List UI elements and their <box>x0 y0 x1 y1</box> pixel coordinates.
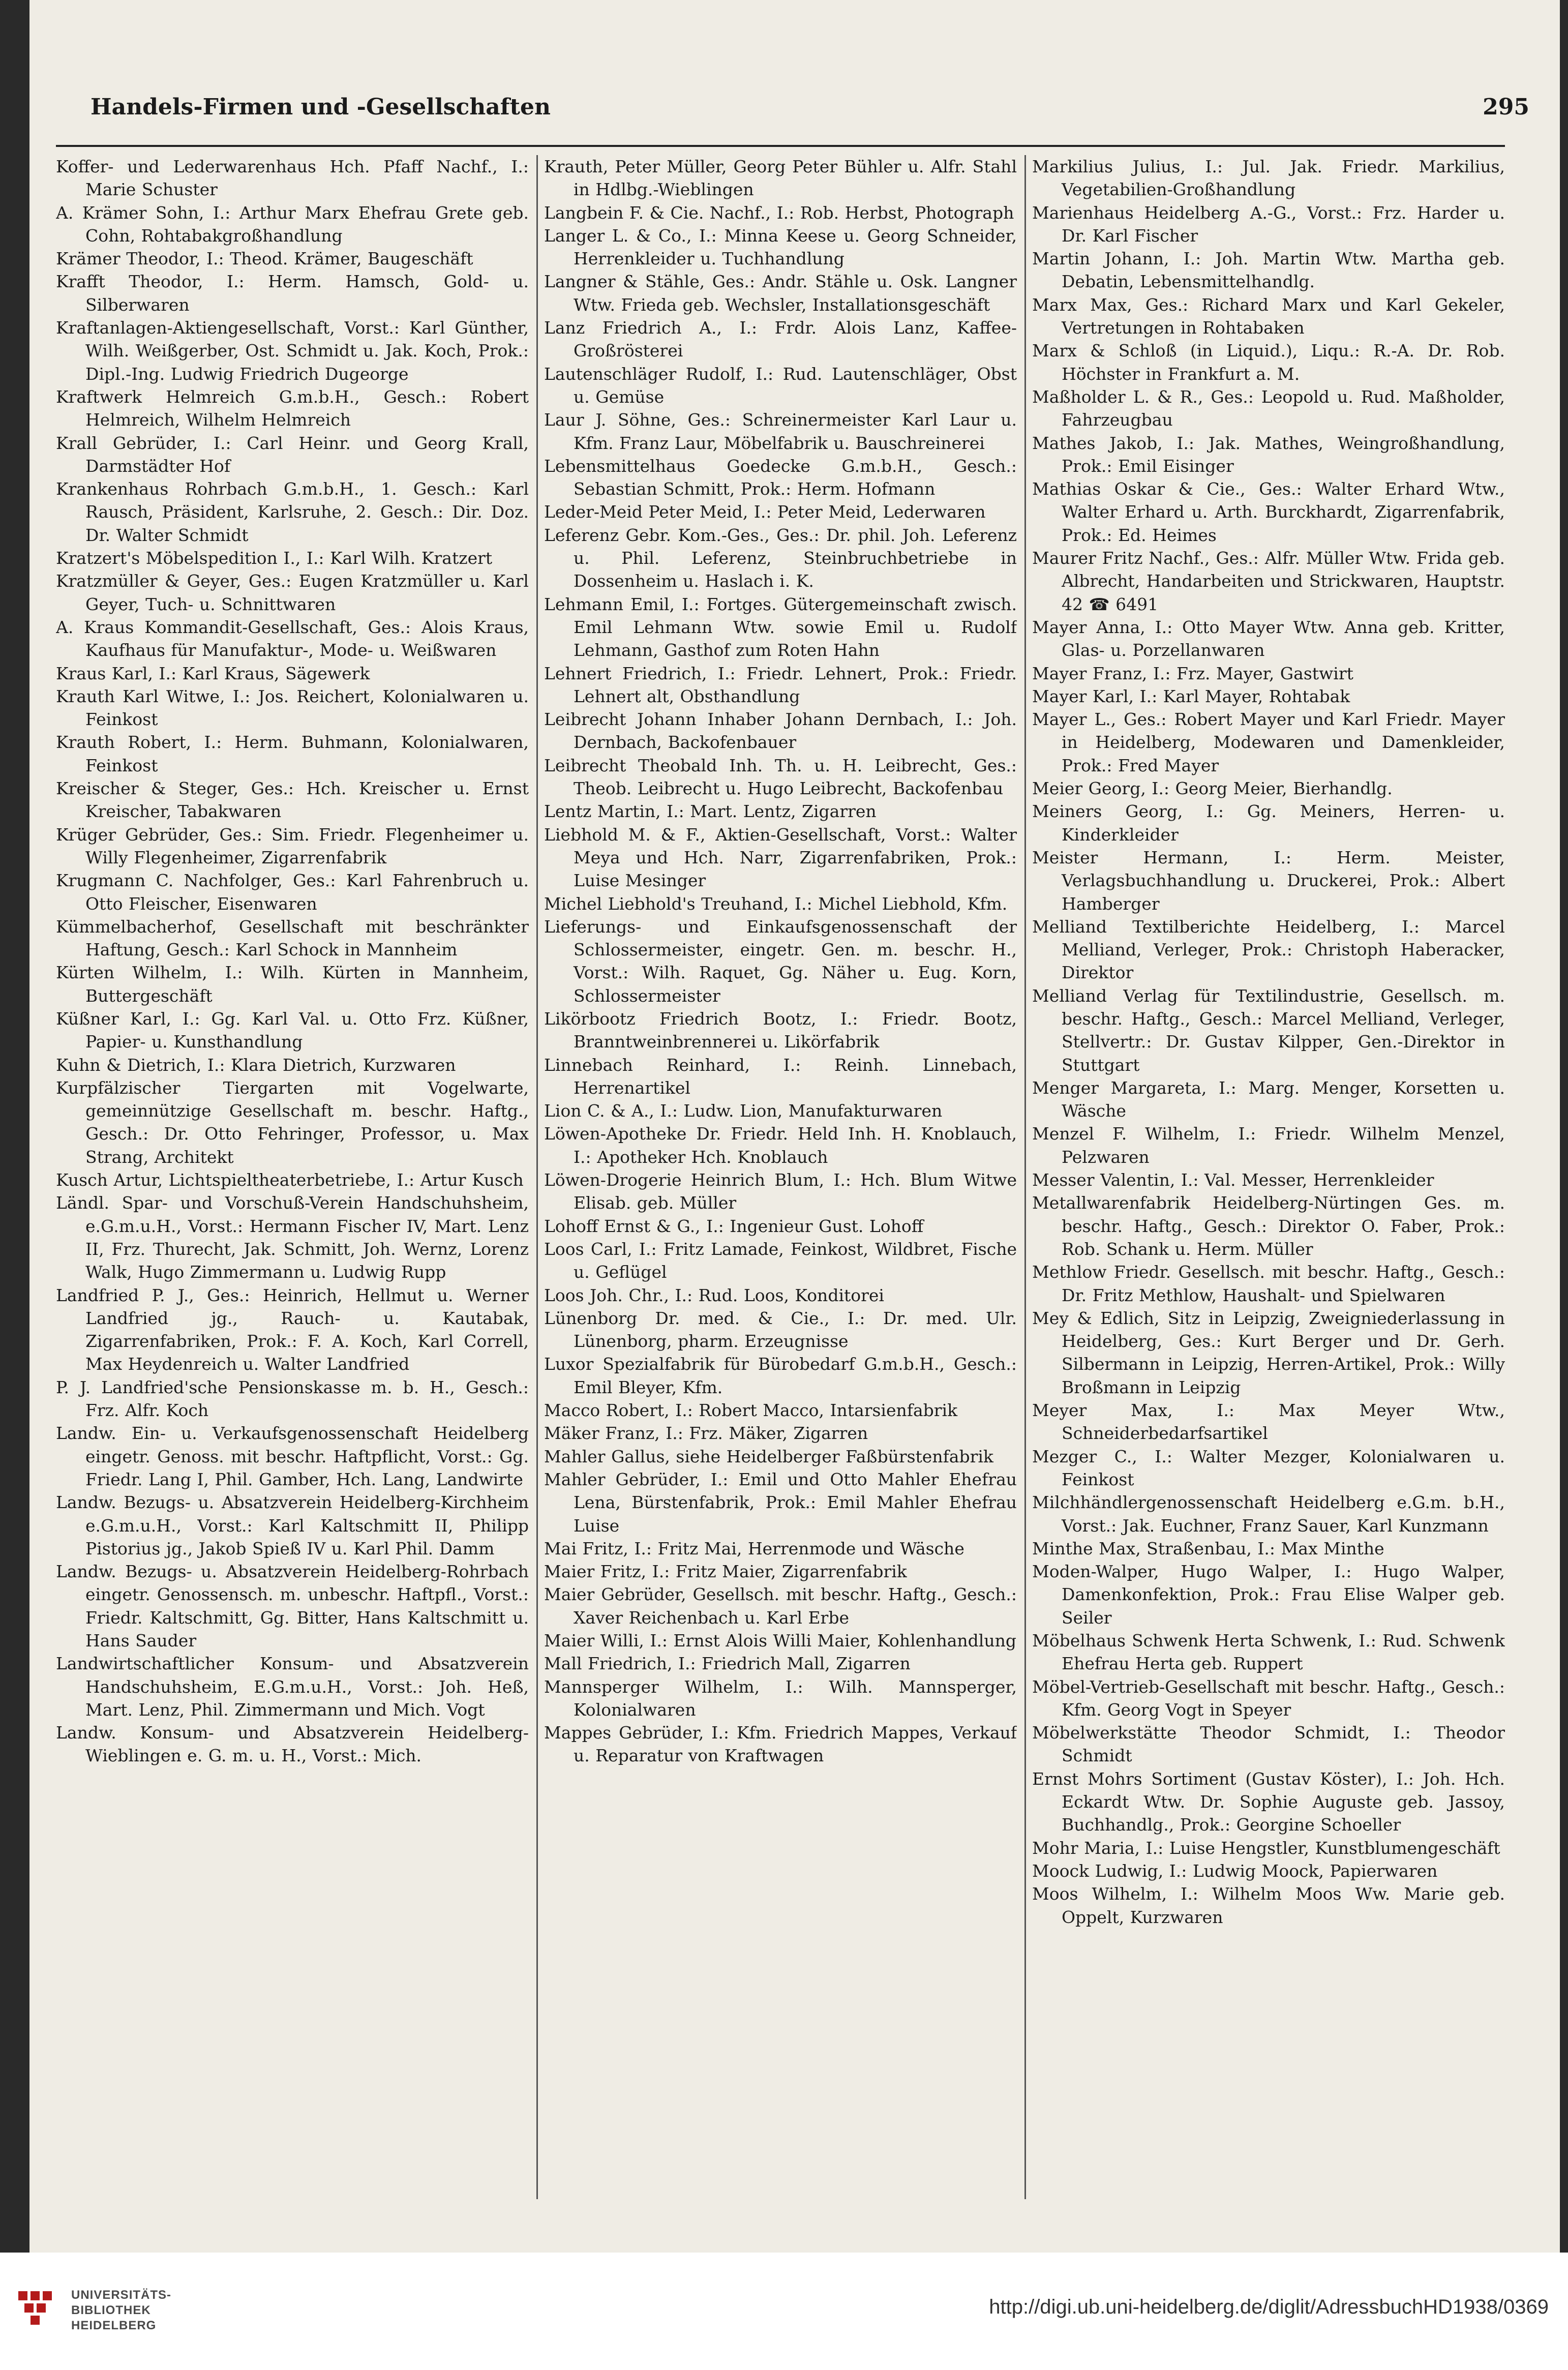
column-2 <box>544 155 1017 2199</box>
column-divider <box>1024 155 1026 2199</box>
directory-entry: Landw. Konsum- und Absatzverein Heidelberg-Wieblingen e. G. m. u. H., Vorst.: Mich. <box>56 1723 529 1766</box>
page-header <box>91 89 1529 130</box>
directory-entry: P. J. Landfried'sche Pensionskasse m. b. H., Gesch.: Frz. Alfr. Koch <box>56 1377 529 1421</box>
directory-entry: Kurpfälzischer Tiergarten mit Vogelwarte, gemeinnützige Gesellschaft m. beschr. Haftg., Gesch.: Dr. Otto Fehringer, Professor, u. Max Strang, Architekt <box>56 1077 529 1167</box>
directory-entry: Krafft Theodor, I.: Herm. Hamsch, Gold- u. Silberwaren <box>56 272 529 315</box>
column-divider <box>536 155 538 2199</box>
directory-entry: Langer L. & Co., I.: Minna Keese u. Georg Schneider, Herrenkleider u. Tuchhandlung <box>544 225 1017 269</box>
logo-text-line-2: BIBLIOTHEK <box>71 2303 151 2317</box>
directory-entry: Leder-Meid Peter Meid, I.: Peter Meid, Lederwaren <box>544 502 986 522</box>
directory-entry: Küßner Karl, I.: Gg. Karl Val. u. Otto Frz. Küßner, Papier- u. Kunsthandlung <box>56 1008 529 1052</box>
directory-entry: Landw. Bezugs- u. Absatzverein Heidelberg-Rohrbach eingetr. Genossensch. m. unbeschr. Haftpfl., Vorst.: Friedr. Kaltschmitt, Gg. Bitter, Hans Kaltschmitt u. Hans Sauder <box>56 1562 529 1651</box>
directory-entry: Mall Friedrich, I.: Friedrich Mall, Zigarren <box>544 1654 911 1674</box>
directory-entry: Lautenschläger Rudolf, I.: Rud. Lautenschläger, Obst u. Gemüse <box>544 364 1017 407</box>
directory-entry: Löwen-Apotheke Dr. Friedr. Held Inh. H. Knoblauch, I.: Apotheker Hch. Knoblauch <box>544 1124 1017 1167</box>
directory-entry: Landwirtschaftlicher Konsum- und Absatzverein Handschuhsheim, E.G.m.u.H., Vorst.: Joh. Heß, Mart. Lenz, Phil. Zimmermann und Mich. Vogt <box>56 1654 529 1720</box>
directory-entry: Meister Hermann, I.: Herm. Meister, Verlagsbuchhandlung u. Druckerei, Prok.: Albert Hamberger <box>1032 847 1505 914</box>
directory-entry: Moock Ludwig, I.: Ludwig Moock, Papierwaren <box>1032 1861 1438 1881</box>
directory-entry: Möbel-Vertrieb-Gesellschaft mit beschr. Haftg., Gesch.: Kfm. Georg Vogt in Speyer <box>1032 1676 1505 1720</box>
directory-entry: Ländl. Spar- und Vorschuß-Verein Handschuhsheim, e.G.m.u.H., Vorst.: Hermann Fischer IV, Mart. Lenz II, Frz. Thurecht, Jak. Schmitt, Joh. Wernz, Lorenz Walk, Hugo Zimmermann u. Ludwig Rupp <box>56 1193 529 1282</box>
directory-entry: Lehnert Friedrich, I.: Friedr. Lehnert, Prok.: Friedr. Lehnert alt, Obsthandlung <box>544 663 1017 706</box>
directory-entry: Mayer Franz, I.: Frz. Mayer, Gastwirt <box>1032 663 1353 683</box>
directory-columns <box>56 155 1510 2199</box>
directory-entry: Maier Willi, I.: Ernst Alois Willi Maier, Kohlenhandlung <box>544 1631 1016 1651</box>
directory-entry: Moos Wilhelm, I.: Wilhelm Moos Ww. Marie geb. Oppelt, Kurzwaren <box>1032 1884 1505 1927</box>
directory-entry: Loos Carl, I.: Fritz Lamade, Feinkost, Wildbret, Fische u. Geflügel <box>544 1239 1017 1282</box>
directory-entry: Kuhn & Dietrich, I.: Klara Dietrich, Kurzwaren <box>56 1055 456 1075</box>
directory-entry: Lentz Martin, I.: Mart. Lentz, Zigarren <box>544 801 877 822</box>
directory-entry: Mathes Jakob, I.: Jak. Mathes, Weingroßhandlung, Prok.: Emil Eisinger <box>1032 433 1505 476</box>
directory-entry: Langner & Stähle, Ges.: Andr. Stähle u. Osk. Langner Wtw. Frieda geb. Wechsler, Installationsgeschäft <box>544 272 1017 315</box>
source-url-link[interactable]: http://digi.ub.uni-heidelberg.de/diglit/AdressbuchHD1938/0369 <box>989 2296 1549 2318</box>
logo-text-line-3: HEIDELBERG <box>71 2319 157 2332</box>
directory-entry: Minthe Max, Straßenbau, I.: Max Minthe <box>1032 1538 1384 1558</box>
directory-entry: Mohr Maria, I.: Luise Hengstler, Kunstblumengeschäft <box>1032 1838 1500 1858</box>
directory-entry: Kraus Karl, I.: Karl Kraus, Sägewerk <box>56 663 370 683</box>
directory-entry: A. Krämer Sohn, I.: Arthur Marx Ehefrau Grete geb. Cohn, Rohtabakgroßhandlung <box>56 202 529 246</box>
directory-entry: Mayer L., Ges.: Robert Mayer und Karl Friedr. Mayer in Heidelberg, Modewaren und Damenkleider, Prok.: Fred Mayer <box>1032 709 1505 775</box>
footer-bar <box>0 2253 1568 2370</box>
directory-entry: Krall Gebrüder, I.: Carl Heinr. und Georg Krall, Darmstädter Hof <box>56 433 529 476</box>
directory-entry: Kürten Wilhelm, I.: Wilh. Kürten in Mannheim, Buttergeschäft <box>56 963 529 1006</box>
directory-entry: Leibrecht Theobald Inh. Th. u. H. Leibrecht, Ges.: Theob. Leibrecht u. Hugo Leibrecht, Backofenbau <box>544 755 1017 799</box>
directory-entry: Melliand Textilberichte Heidelberg, I.: Marcel Melliand, Verleger, Prok.: Christoph Haberacker, Direktor <box>1032 916 1505 983</box>
directory-entry: Moden-Walper, Hugo Walper, I.: Hugo Walper, Damenkonfektion, Prok.: Frau Elise Walper geb. Seiler <box>1032 1562 1505 1628</box>
directory-entry: Lünenborg Dr. med. & Cie., I.: Dr. med. Ulr. Lünenborg, pharm. Erzeugnisse <box>544 1308 1017 1352</box>
directory-entry: Ernst Mohrs Sortiment (Gustav Köster), I.: Joh. Hch. Eckardt Wtw. Dr. Sophie Auguste geb. Jassoy, Buchhandlg., Prok.: Georgine Schoeller <box>1032 1768 1505 1835</box>
directory-entry: Kraftwerk Helmreich G.m.b.H., Gesch.: Robert Helmreich, Wilhelm Helmreich <box>56 386 529 430</box>
directory-entry: Mäker Franz, I.: Frz. Mäker, Zigarren <box>544 1423 868 1444</box>
directory-entry: Lebensmittelhaus Goedecke G.m.b.H., Gesch.: Sebastian Schmitt, Prok.: Herm. Hofmann <box>544 456 1017 499</box>
directory-entry: Messer Valentin, I.: Val. Messer, Herrenkleider <box>1032 1170 1434 1190</box>
directory-entry: Leferenz Gebr. Kom.-Ges., Ges.: Dr. phil. Joh. Leferenz u. Phil. Leferenz, Steinbruchbetriebe in Dossenheim u. Haslach i. K. <box>544 525 1017 591</box>
directory-entry: Leibrecht Johann Inhaber Johann Dernbach, I.: Joh. Dernbach, Backofenbauer <box>544 709 1017 753</box>
directory-entry: Laur J. Söhne, Ges.: Schreinermeister Karl Laur u. Kfm. Franz Laur, Möbelfabrik u. Bauschreinerei <box>544 410 1017 453</box>
directory-entry: Mahler Gallus, siehe Heidelberger Faßbürstenfabrik <box>544 1446 993 1466</box>
directory-entry: Mayer Karl, I.: Karl Mayer, Rohtabak <box>1032 686 1350 706</box>
directory-entry: Lion C. & A., I.: Ludw. Lion, Manufakturwaren <box>544 1101 943 1121</box>
university-library-logo <box>15 2288 61 2334</box>
directory-entry: Marx Max, Ges.: Richard Marx und Karl Gekeler, Vertretungen in Rohtabaken <box>1032 294 1505 338</box>
directory-entry: Möbelwerkstätte Theodor Schmidt, I.: Theodor Schmidt <box>1032 1723 1505 1766</box>
directory-entry: Meier Georg, I.: Georg Meier, Bierhandlg. <box>1032 778 1393 799</box>
directory-entry: Marx & Schloß (in Liquid.), Liqu.: R.-A. Dr. Rob. Höchster in Frankfurt a. M. <box>1032 341 1505 384</box>
directory-entry: Metallwarenfabrik Heidelberg-Nürtingen Ges. m. beschr. Haftg., Gesch.: Direktor O. Faber, Prok.: Rob. Schank u. Herm. Müller <box>1032 1193 1505 1259</box>
directory-entry: Meiners Georg, I.: Gg. Meiners, Herren- u. Kinderkleider <box>1032 801 1505 845</box>
directory-entry: Lehmann Emil, I.: Fortges. Gütergemeinschaft zwisch. Emil Lehmann Wtw. sowie Emil u. Rudolf Lehmann, Gasthof zum Roten Hahn <box>544 594 1017 661</box>
directory-entry: Melliand Verlag für Textilindustrie, Gesellsch. m. beschr. Haftg., Gesch.: Marcel Melliand, Verleger, Stellvertr.: Dr. Gustav Kilpper, Gen.-Direktor in Stuttgart <box>1032 985 1505 1075</box>
directory-entry: Kratzmüller & Geyer, Ges.: Eugen Kratzmüller u. Karl Geyer, Tuch- u. Schnittwaren <box>56 571 529 614</box>
directory-entry: Möbelhaus Schwenk Herta Schwenk, I.: Rud. Schwenk Ehefrau Herta geb. Ruppert <box>1032 1631 1505 1674</box>
running-head-title: Handels-Firmen und -Gesellschaften <box>91 94 551 120</box>
directory-entry: Maier Gebrüder, Gesellsch. mit beschr. Haftg., Gesch.: Xaver Reichenbach u. Karl Erbe <box>544 1584 1017 1628</box>
directory-entry: Mannsperger Wilhelm, I.: Wilh. Mannsperger, Kolonialwaren <box>544 1676 1017 1720</box>
directory-entry: Krämer Theodor, I.: Theod. Krämer, Baugeschäft <box>56 249 473 269</box>
directory-entry: Michel Liebhold's Treuhand, I.: Michel Liebhold, Kfm. <box>544 893 1008 914</box>
directory-entry: Kreischer & Steger, Ges.: Hch. Kreischer u. Ernst Kreischer, Tabakwaren <box>56 778 529 822</box>
directory-entry: Liebhold M. & F., Aktien-Gesellschaft, Vorst.: Walter Meya und Hch. Narr, Zigarrenfabriken, Prok.: Luise Mesinger <box>544 824 1017 891</box>
directory-entry: Mey & Edlich, Sitz in Leipzig, Zweigniederlassung in Heidelberg, Ges.: Kurt Berger und Dr. Gerh. Silbermann in Leipzig, Herren-Artikel, Prok.: Willy Broßmann in Leipzig <box>1032 1308 1505 1397</box>
directory-entry: Meyer Max, I.: Max Meyer Wtw., Schneiderbedarfsartikel <box>1032 1400 1505 1444</box>
directory-entry: Lohoff Ernst & G., I.: Ingenieur Gust. Lohoff <box>544 1216 924 1236</box>
directory-entry: Löwen-Drogerie Heinrich Blum, I.: Hch. Blum Witwe Elisab. geb. Müller <box>544 1170 1017 1213</box>
directory-entry: Lieferungs- und Einkaufsgenossenschaft der Schlossermeister, eingetr. Gen. m. beschr. H., Vorst.: Wilh. Raquet, Gg. Näher u. Eug. Korn, Schlossermeister <box>544 916 1017 1006</box>
directory-entry: Likörbootz Friedrich Bootz, I.: Friedr. Bootz, Branntweinbrennerei u. Likörfabrik <box>544 1008 1017 1052</box>
directory-entry: Krankenhaus Rohrbach G.m.b.H., 1. Gesch.: Karl Rausch, Präsident, Karlsruhe, 2. Gesch.: Dir. Doz. Dr. Walter Schmidt <box>56 479 529 545</box>
directory-entry: Mahler Gebrüder, I.: Emil und Otto Mahler Ehefrau Lena, Bürstenfabrik, Prok.: Emil Mahler Ehefrau Luise <box>544 1469 1017 1536</box>
directory-entry: Marienhaus Heidelberg A.-G., Vorst.: Frz. Harder u. Dr. Karl Fischer <box>1032 202 1505 246</box>
directory-entry: Linnebach Reinhard, I.: Reinh. Linnebach, Herrenartikel <box>544 1055 1017 1098</box>
directory-entry: Luxor Spezialfabrik für Bürobedarf G.m.b.H., Gesch.: Emil Bleyer, Kfm. <box>544 1354 1017 1397</box>
directory-entry: Maier Fritz, I.: Fritz Maier, Zigarrenfabrik <box>544 1562 907 1582</box>
column-3 <box>1032 155 1505 2199</box>
directory-entry: Krugmann C. Nachfolger, Ges.: Karl Fahrenbruch u. Otto Fleischer, Eisenwaren <box>56 871 529 914</box>
directory-entry: Martin Johann, I.: Joh. Martin Wtw. Martha geb. Debatin, Lebensmittelhandlg. <box>1032 249 1505 292</box>
directory-entry: Macco Robert, I.: Robert Macco, Intarsienfabrik <box>544 1400 958 1421</box>
directory-entry: Markilius Julius, I.: Jul. Jak. Friedr. Markilius, Vegetabilien-Großhandlung <box>1032 157 1505 200</box>
directory-entry: Koffer- und Lederwarenhaus Hch. Pfaff Nachf., I.: Marie Schuster <box>56 157 529 200</box>
directory-entry: A. Kraus Kommandit-Gesellschaft, Ges.: Alois Kraus, Kaufhaus für Manufaktur-, Mode- u. Weißwaren <box>56 617 529 661</box>
directory-entry: Krüger Gebrüder, Ges.: Sim. Friedr. Flegenheimer u. Willy Flegenheimer, Zigarrenfabrik <box>56 824 529 867</box>
directory-entry: Lanz Friedrich A., I.: Frdr. Alois Lanz, Kaffee-Großrösterei <box>544 318 1017 361</box>
directory-entry: Maurer Fritz Nachf., Ges.: Alfr. Müller Wtw. Frida geb. Albrecht, Handarbeiten und Strickwaren, Hauptstr. 42 ☎ 6491 <box>1032 548 1505 614</box>
directory-entry: Methlow Friedr. Gesellsch. mit beschr. Haftg., Gesch.: Dr. Fritz Methlow, Haushalt- und Spielwaren <box>1032 1262 1505 1305</box>
directory-entry: Menzel F. Wilhelm, I.: Friedr. Wilhelm Menzel, Pelzwaren <box>1032 1124 1505 1167</box>
directory-entry: Loos Joh. Chr., I.: Rud. Loos, Konditorei <box>544 1285 884 1305</box>
directory-entry: Landw. Ein- u. Verkaufsgenossenschaft Heidelberg eingetr. Genoss. mit beschr. Haftpflicht, Vorst.: Gg. Friedr. Lang I, Phil. Gamber, Hch. Lang, Landwirte <box>56 1423 529 1489</box>
directory-entry: Mayer Anna, I.: Otto Mayer Wtw. Anna geb. Kritter, Glas- u. Porzellanwaren <box>1032 617 1505 661</box>
directory-entry: Mai Fritz, I.: Fritz Mai, Herrenmode und Wäsche <box>544 1538 964 1558</box>
directory-entry: Landfried P. J., Ges.: Heinrich, Hellmut u. Werner Landfried jg., Rauch- u. Kautabak, Zigarrenfabriken, Prok.: F. A. Koch, Karl Correll, Max Heydenreich u. Walter Landfried <box>56 1285 529 1374</box>
directory-entry: Menger Margareta, I.: Marg. Menger, Korsetten u. Wäsche <box>1032 1077 1505 1121</box>
directory-entry: Mezger C., I.: Walter Mezger, Kolonialwaren u. Feinkost <box>1032 1446 1505 1489</box>
directory-entry: Kraftanlagen-Aktiengesellschaft, Vorst.: Karl Günther, Wilh. Weißgerber, Ost. Schmidt u. Jak. Koch, Prok.: Dipl.-Ing. Ludwig Friedrich Dugeorge <box>56 318 529 384</box>
directory-entry: Krauth Karl Witwe, I.: Jos. Reichert, Kolonialwaren u. Feinkost <box>56 686 529 730</box>
directory-entry: Landw. Bezugs- u. Absatzverein Heidelberg-Kirchheim e.G.m.u.H., Vorst.: Karl Kaltschmitt II, Philipp Pistorius jg., Jakob Spieß IV u. Karl Phil. Damm <box>56 1492 529 1558</box>
logo-text-line-1: UNIVERSITÄTS- <box>71 2288 172 2302</box>
column-1 <box>56 155 529 2199</box>
directory-entry: Krauth, Peter Müller, Georg Peter Bühler u. Alfr. Stahl in Hdlbg.-Wieblingen <box>544 157 1017 200</box>
directory-entry: Mappes Gebrüder, I.: Kfm. Friedrich Mappes, Verkauf u. Reparatur von Kraftwagen <box>544 1723 1017 1766</box>
page-number: 295 <box>1483 94 1529 120</box>
directory-entry: Kümmelbacherhof, Gesellschaft mit beschränkter Haftung, Gesch.: Karl Schock in Mannheim <box>56 916 529 960</box>
directory-entry: Maßholder L. & R., Ges.: Leopold u. Rud. Maßholder, Fahrzeugbau <box>1032 386 1505 430</box>
directory-entry: Mathias Oskar & Cie., Ges.: Walter Erhard Wtw., Walter Erhard u. Arth. Burckhardt, Zigarrenfabrik, Prok.: Ed. Heimes <box>1032 479 1505 545</box>
directory-entry: Krauth Robert, I.: Herm. Buhmann, Kolonialwaren, Feinkost <box>56 732 529 775</box>
directory-entry: Kratzert's Möbelspedition I., I.: Karl Wilh. Kratzert <box>56 548 493 568</box>
directory-entry: Langbein F. & Cie. Nachf., I.: Rob. Herbst, Photograph <box>544 202 1014 223</box>
directory-entry: Kusch Artur, Lichtspieltheaterbetriebe, I.: Artur Kusch <box>56 1170 524 1190</box>
directory-entry: Milchhändlergenossenschaft Heidelberg e.G.m. b.H., Vorst.: Jak. Euchner, Franz Sauer, Karl Kunzmann <box>1032 1492 1505 1536</box>
header-rule <box>56 145 1505 147</box>
